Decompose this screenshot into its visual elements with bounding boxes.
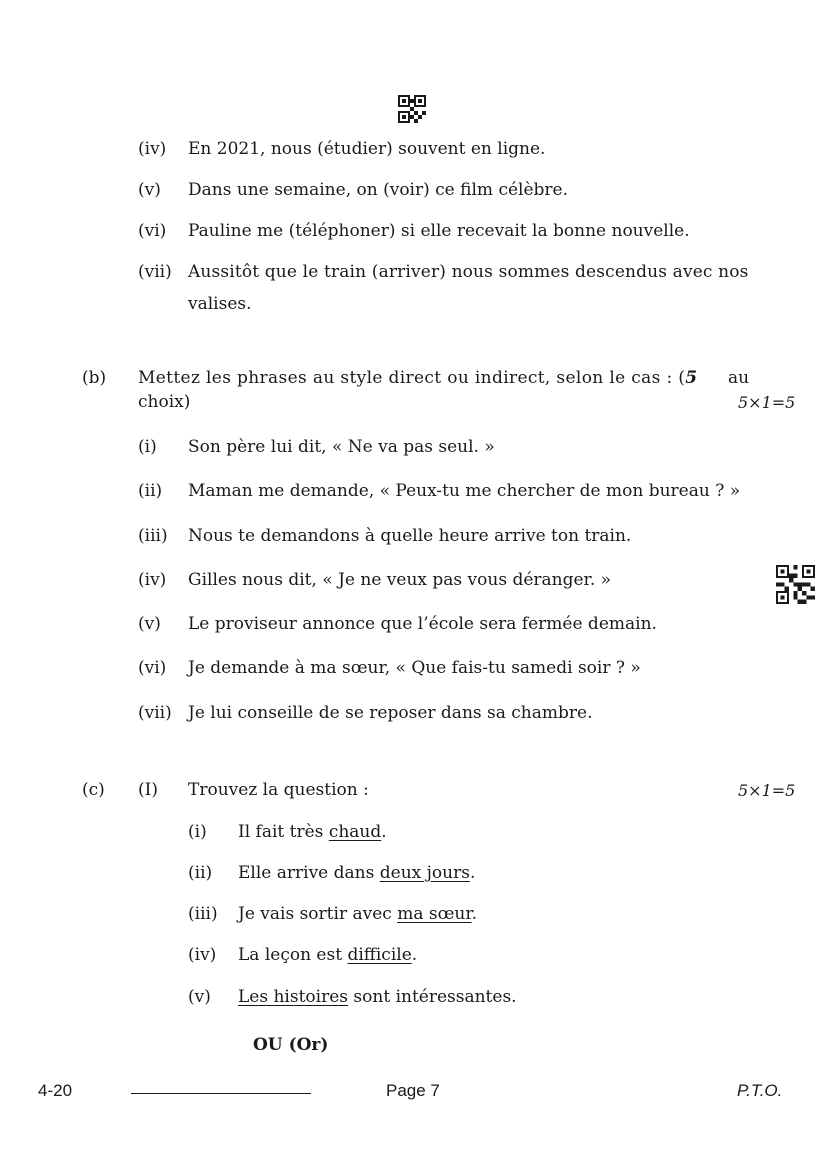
item-number: (vi) [138,658,167,678]
item-text: Nous te demandons à quelle heure arrive ton train. [188,526,632,546]
item-text-pre: Il fait très [238,822,329,842]
item-text: Gilles nous dit, « Je ne veux pas vous déranger. » [188,570,612,590]
item-text: Le proviseur annonce que l’école sera fermée demain. [188,614,657,634]
item-number: (ii) [188,863,213,883]
or-separator [253,1034,328,1056]
item-number: (v) [188,987,211,1007]
item-text: Son père lui dit, « Ne va pas seul. » [188,437,495,457]
item-number: (iii) [138,526,168,546]
item-text-post: . [471,904,478,924]
underlined-answer: ma sœur [397,904,472,924]
item-text: Je demande à ma sœur, « Que fais-tu samedi soir ? » [188,658,641,678]
paper-code: 4-20 [38,1081,73,1100]
qr-code-icon [776,565,815,604]
page-number: Page 7 [386,1081,440,1100]
section-label: (c) [82,780,105,800]
item-number: (iv) [188,945,217,965]
item-number: (iii) [188,904,218,924]
please-turn-over: P.T.O. [737,1081,783,1100]
or-paren-open: ( [288,1035,297,1055]
item-number: (v) [138,180,161,200]
section-instruction: Trouvez la question : [188,780,369,800]
item-text-post: . [411,945,418,965]
item-number: (v) [138,614,161,634]
item-text: Maman me demande, « Peux-tu me chercher de mon bureau ? » [188,481,741,501]
item-number: (vi) [138,221,167,241]
item-number: (vii) [138,703,172,723]
item-text [238,944,417,966]
item-number: (ii) [138,481,163,501]
item-text-pre: Elle arrive dans [238,863,380,883]
item-text-pre: La leçon est [238,945,348,965]
underlined-answer: deux jours [379,863,470,883]
underlined-answer: difficile [347,945,412,965]
subsection-label: (I) [138,780,158,800]
or-english: Or [296,1035,321,1055]
item-text: En 2021, nous (étudier) souvent en ligne. [188,139,546,159]
item-text: Pauline me (téléphoner) si elle recevait la bonne nouvelle. [188,221,690,241]
item-text-post: sont intéressantes. [348,987,517,1007]
item-text: Je lui conseille de se reposer dans sa chambre. [188,703,593,723]
or-french: OU [253,1035,283,1055]
instruction-text-continued: choix) [138,392,191,412]
item-number: (vii) [138,262,172,282]
item-text: Aussitôt que le train (arriver) nous sommes descendus avec nos [188,262,749,282]
item-text-post: . [469,863,476,883]
marks-allocation: 5×1=5 [738,781,796,800]
item-number: (iv) [138,570,167,590]
item-text [238,986,517,1008]
instruction-count: 5 [685,368,698,388]
instruction-text: Mettez les phrases au style direct ou indirect, selon le cas : ( [138,368,686,388]
item-text [238,821,387,843]
qr-code-icon [398,95,426,123]
section-label: (b) [82,368,107,388]
item-text [238,903,477,925]
footer-divider [131,1093,311,1094]
item-text [238,862,475,884]
item-number: (i) [138,437,157,457]
or-paren-close: ) [320,1035,329,1055]
section-instruction [138,367,697,389]
item-number: (i) [188,822,207,842]
item-text-continued: valises. [188,294,252,314]
underlined-answer: Les histoires [238,987,349,1007]
item-number: (iv) [138,139,167,159]
underlined-answer: chaud [328,822,382,842]
item-text: Dans une semaine, on (voir) ce film célèbre. [188,180,568,200]
item-text-post: . [381,822,387,842]
instruction-text-end: au [728,368,750,388]
marks-allocation: 5×1=5 [738,393,796,412]
item-text-pre: Je vais sortir avec [238,904,398,924]
